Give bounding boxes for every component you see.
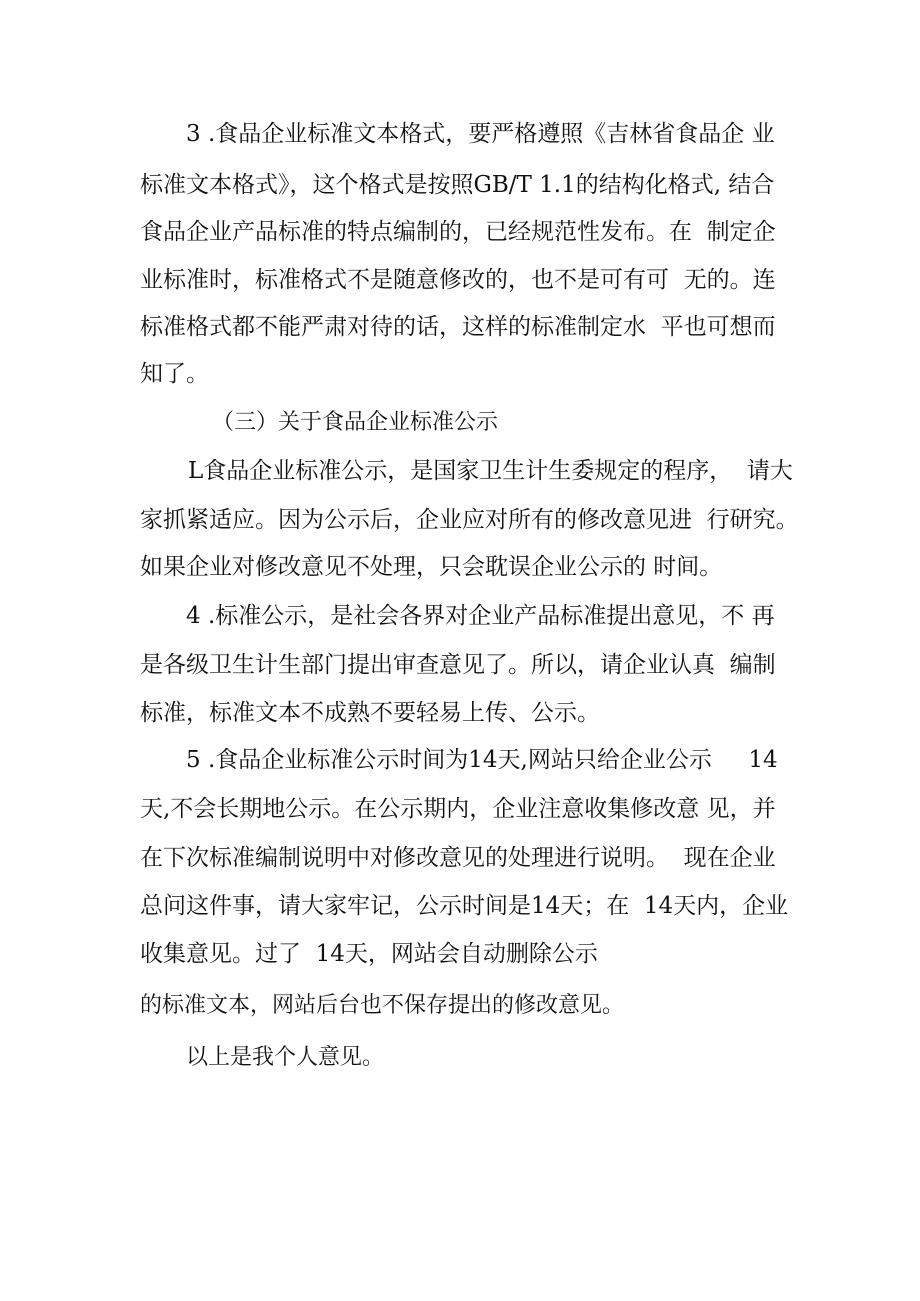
paragraph-5-line-2: 天,不会长期地公示。在公示期内，企业注意收集修改意 见，并 (140, 796, 776, 822)
paragraph-4-line-1: 4 .标准公示，是社会各界对企业产品标准提出意见，不 再 (186, 603, 775, 629)
paragraph-3-line-1: 3 .食品企业标准文本格式，要严格遵照《吉林省食品企 业 (186, 121, 775, 147)
paragraph-5-line-5: 收集意见。过了 14天，网站会自动删除公示 (140, 941, 598, 967)
closing-remark: 以上是我个人意见。 (186, 1045, 385, 1070)
paragraph-5-line-1: 5 .食品企业标准公示时间为14天,网站只给企业公示 14 (186, 747, 778, 773)
paragraph-1-line-1: L食品企业标准公示，是国家卫生计生委规定的程序， 请大 (188, 458, 793, 484)
paragraph-5-line-6: 的标准文本，网站后台也不保存提出的修改意见。 (140, 993, 625, 1018)
paragraph-5-line-3: 在下次标准编制说明中对修改意见的处理进行说明。 现在企业 (140, 845, 776, 871)
paragraph-1-line-3: 如果企业对修改意见不处理，只会耽误企业公示的 时间。 (140, 554, 723, 580)
paragraph-3-line-4: 业标准时，标准格式不是随意修改的，也不是可有可 无的。连 (140, 267, 776, 293)
paragraph-3-line-5: 标准格式都不能严肃对待的话，这样的标准制定水 平也可想而 (140, 314, 776, 340)
paragraph-4-line-2: 是各级卫生计生部门提出审查意见了。所以，请企业认真 编制 (140, 652, 776, 678)
paragraph-3-line-3: 食品企业产品标准的特点编制的，已经规范性发布。在 制定企 (140, 219, 776, 245)
paragraph-3-line-2: 标准文本格式》，这个格式是按照GB/T 1.1的结构化格式, 结合 (140, 172, 775, 198)
paragraph-1-line-2: 家抓紧适应。因为公示后，企业应对所有的修改意见进 行研究。 (140, 507, 799, 533)
paragraph-5-line-4: 总问这件事，请大家牢记，公示时间是14天；在 14天内，企业 (140, 893, 789, 919)
paragraph-3-line-6: 知了。 (140, 361, 209, 387)
section-heading: （三）关于食品企业标准公示 (212, 410, 499, 435)
paragraph-4-line-3: 标准，标准文本不成熟不要轻易上传、公示。 (140, 700, 600, 726)
